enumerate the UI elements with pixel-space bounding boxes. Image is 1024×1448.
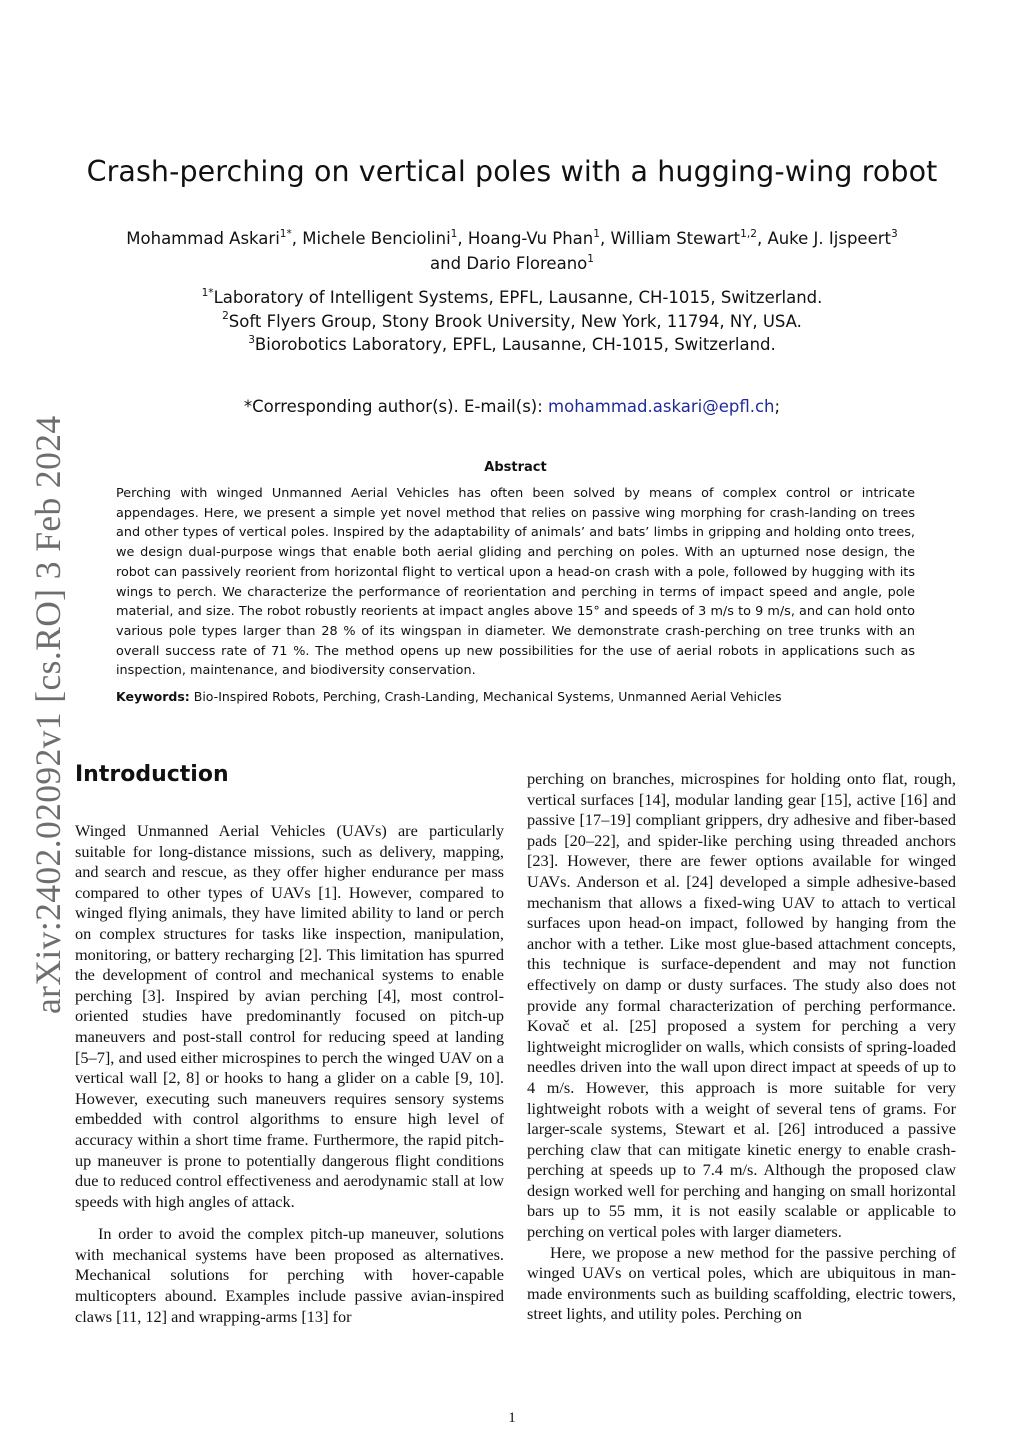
corresponding-author [0,397,1024,416]
author-separator: , [599,229,611,248]
keywords-text: Bio-Inspired Robots, Perching, Crash-Landing, Mechanical Systems, Unmanned Aerial Vehicles [189,689,782,704]
corresponding-suffix: ; [774,397,781,416]
author-affil-mark: 1 [587,252,594,265]
paragraph: In order to avoid the complex pitch-up maneuver, solutions with mechanical systems have been proposed as alternatives. Mechanical solutions for perching with hover-capable multicopters abound. Examples include passive avian-inspired claws [11, 12] and wrapping-arms [13] for [75,1224,504,1326]
affiliation-text: Soft Flyers Group, Stony Brook University, New York, 11794, NY, USA. [228,311,802,331]
abstract-body: Perching with winged Unmanned Aerial Vehicles has often been solved by means of complex control or intricate appendages. Here, we present a simple yet novel method that relies on passive wing morphing for crash-landing on trees and other types of vertical poles. Inspired by the adaptability of animals’ and bats’ limbs in gripping and holding onto trees, we design dual-purpose wings that enable both aerial gliding and perching on poles. With an upturned nose design, the robot can passively reorient from horizontal flight to vertical upon a head-on crash with a pole, followed by hugging with its wings to perch. We characterize the performance of reorientation and perching in terms of impact speed and angle, pole material, and size. The robot robustly reorients at impact angles above 15° and speeds of 3 m/s to 9 m/s, and can hold onto various pole types larger than 28 % of its wingspan in diameter. We demonstrate crash-perching on tree trunks with an overall success rate of 71 %. The method opens up new possibilities for the use of aerial robots in applications such as inspection, maintenance, and biodiversity conservation. [116,486,915,679]
author-name: Hoang-Vu Phan [467,229,594,248]
paragraph: Here, we propose a new method for the passive perching of winged UAVs on vertical poles, which are ubiquitous in man-made environments such as building scaffolding, electric towers, street lights, and utility poles. Perching on [527,1242,956,1324]
author-name: Michele Benciolini [302,229,451,248]
author-affil-mark: 1 [450,227,458,240]
keywords [116,689,916,704]
email-link[interactable]: mohammad.askari@epfl.ch [548,397,775,416]
affiliation-mark: 3 [248,333,255,346]
affiliation-line [0,286,1024,310]
keywords-label: Keywords: [116,689,190,704]
author-conjunction: and [430,254,467,273]
author-affil-mark: 1,2 [740,227,757,240]
affiliation-mark: 1* [201,286,214,299]
affiliation-mark: 2 [222,310,229,323]
section-heading-introduction: Introduction [75,762,229,787]
affiliation-line [0,310,1024,334]
author-list [90,226,934,276]
affiliation-list [0,286,1024,357]
author-name: Dario Floreano [466,254,588,273]
author-name: William Stewart [610,229,741,248]
page-number: 1 [508,1410,516,1426]
paragraph: Winged Unmanned Aerial Vehicles (UAVs) are particularly suitable for long-distance missions, such as delivery, mapping, and search and rescue, as they offer higher endurance per mass compared to other types of UAVs [1]. However, compared to winged flying animals, they have limited ability to land or perch on complex structures for tasks like inspection, manipulation, monitoring, or battery recharging [2]. This limitation has spurred the development of control and mechanical systems to enable perching [3]. Inspired by avian perching [4], most control-oriented studies have predominantly focused on pitch-up maneuvers and post-stall control for reducing speed at landing [5–7], and used either microspines to perch the winged UAV on a vertical wall [2, 8] or hooks to hang a glider on a cable [9, 10]. However, executing such maneuvers requires sensory systems embedded with control algorithms to ensure high level of accuracy within a short time frame. Furthermore, the rapid pitch-up maneuver is prone to potentially dangerous flight conditions due to reduced control effectiveness and aerodynamic stall at low speeds with high angles of attack. [75,821,504,1211]
affiliation-text: Biorobotics Laboratory, EPFL, Lausanne, CH-1015, Switzerland. [254,335,776,354]
corresponding-label: *Corresponding author(s). E-mail(s): [243,397,549,416]
arxiv-stamp: arXiv:2402.02092v1 [cs.RO] 3 Feb 2024 [28,415,68,1014]
affiliation-text: Laboratory of Intelligent Systems, EPFL, Lausanne, CH-1015, Switzerland. [213,288,823,307]
left-column [75,821,504,1327]
affiliation-line [0,333,1024,357]
abstract-heading: Abstract [484,460,547,475]
author-name: Auke J. Ijspeert [767,229,891,248]
author-separator: , [291,229,303,248]
author-separator: , [756,229,768,248]
author-separator: , [457,229,468,248]
author-affil-mark: 1* [279,227,292,240]
author-name: Mohammad Askari [126,229,280,248]
author-affil-mark: 1 [593,227,600,240]
right-column [527,769,956,1325]
author-affil-mark: 3 [890,227,898,240]
paper-title: Crash-perching on vertical poles with a hugging-wing robot [86,155,938,188]
paragraph: perching on branches, microspines for holding onto flat, rough, vertical surfaces [14], modular landing gear [15], active [16] and passive [17–19] compliant grippers, dry adhesive and fiber-based pads [20–22], and spider-like perching using threaded anchors [23]. However, there are fewer options available for winged UAVs. Anderson et al. [24] developed a simple adhesive-based mechanism that allows a fixed-wing UAV to attach to vertical surfaces upon head-on impact, followed by hanging from the anchor with a tether. Like most glue-based attachment concepts, this technique is surface-dependent and may not function effectively on damp or dusty surfaces. The study also does not provide any formal characterization of perching performance. Kovač et al. [25] proposed a system for perching a very lightweight microglider on walls, which consists of spring-loaded needles driven into the wall upon direct impact at speeds of up to 4 m/s. However, this approach is more suitable for very lightweight robots with a weight of several tens of grams. For larger-scale systems, Stewart et al. [26] introduced a passive perching claw that can mitigate kinetic energy to enable crash-perching at speeds up to 7.4 m/s. Although the proposed claw design worked well for perching and hanging on small horizontal bars up to 55 mm, it is not easily scalable or applicable to perching on vertical poles with larger diameters. [527,769,956,1242]
